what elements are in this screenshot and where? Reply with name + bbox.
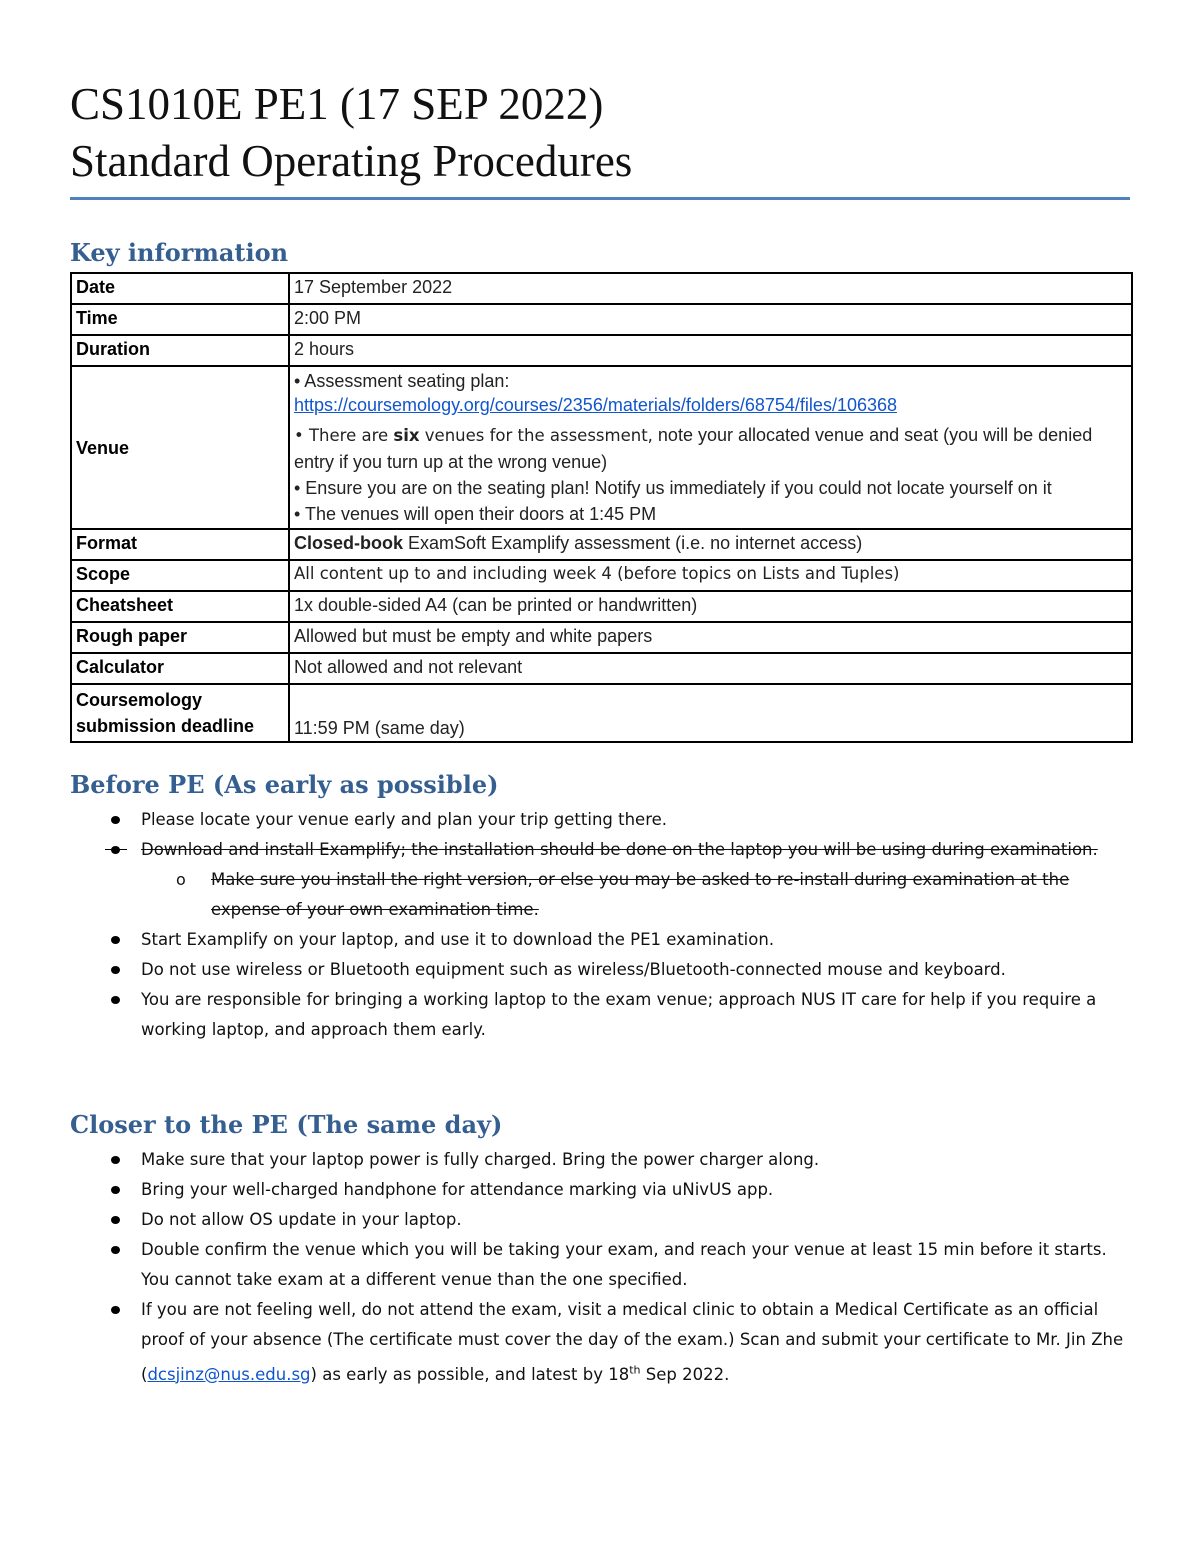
time-label: Time [71, 304, 289, 335]
list-item [70, 985, 1130, 1045]
key-information-heading: Key information [70, 238, 289, 267]
table-row-time [71, 304, 1132, 335]
bullet-icon [111, 816, 120, 824]
closer-pe-heading: Closer to the PE (The same day) [70, 1110, 503, 1139]
bullet-icon [111, 936, 120, 944]
document-title [70, 76, 1130, 190]
date-value: 17 September 2022 [289, 273, 1132, 304]
table-row-cheatsheet [71, 591, 1132, 622]
list-item-text: You are responsible for bringing a working laptop to the exam venue; approach NUS IT care for help if you require a working laptop, and approach them early. [141, 990, 1097, 1039]
table-row-date [71, 273, 1132, 304]
cheatsheet-label: Cheatsheet [71, 591, 289, 622]
mc-text-pre: If you are not feeling well, do not attend the exam, visit a medical clinic to obtain a Medical Certificate as an official proof of your absence (The certificate must cover the day of the exam.) Scan and submit your certificate to Mr. Jin Zhe ( [141, 1300, 1124, 1384]
deadline-label-line-1: Coursemology [76, 690, 203, 710]
duration-label: Duration [71, 335, 289, 366]
scope-value: All content up to and including week 4 (before topics on Lists and Tuples) [289, 560, 1132, 591]
date-label: Date [71, 273, 289, 304]
seating-plan-link[interactable]: https://coursemology.org/courses/2356/materials/folders/68754/files/106368 [294, 395, 898, 415]
email-link[interactable]: dcsjinz@nus.edu.sg [147, 1364, 311, 1384]
table-row-calculator [71, 653, 1132, 684]
venue-count-mid: venues for the assessment, [419, 426, 653, 445]
venue-count-note [294, 422, 1127, 475]
key-information-table [70, 272, 1133, 743]
rough-paper-label: Rough paper [71, 622, 289, 653]
list-item [70, 925, 1130, 955]
calculator-value: Not allowed and not relevant [289, 653, 1132, 684]
scope-label: Scope [71, 560, 289, 591]
cheatsheet-value: 1x double-sided A4 (can be printed or handwritten) [289, 591, 1132, 622]
venue-seating-plan-label: • Assessment seating plan: [294, 371, 510, 391]
table-row-rough-paper [71, 622, 1132, 653]
bullet-icon [111, 1156, 120, 1164]
calculator-label: Calculator [71, 653, 289, 684]
duration-value: 2 hours [289, 335, 1132, 366]
list-item [70, 865, 1130, 925]
table-row-venue [71, 366, 1132, 529]
list-item-text [141, 1300, 1123, 1384]
venue-door-time: • The venues will open their doors at 1:45 PM [294, 504, 657, 524]
bullet-icon [111, 1306, 120, 1314]
bullet-icon [111, 846, 120, 854]
list-item [70, 1205, 1130, 1235]
before-pe-list [70, 805, 1130, 1045]
list-item-text: Make sure you install the right version, or else you may be asked to re-install during examination at the expense of your own examination time. [211, 870, 1070, 919]
mc-text-mid: ) as early as possible, and latest by 18 [310, 1364, 630, 1384]
deadline-label [71, 684, 289, 742]
before-pe-heading: Before PE (As early as possible) [70, 770, 499, 799]
mc-text-post: Sep 2022. [640, 1364, 730, 1384]
deadline-value: 11:59 PM (same day) [289, 684, 1132, 742]
list-item-text: Please locate your venue early and plan your trip getting there. [141, 810, 668, 829]
title-line-1: CS1010E PE1 (17 SEP 2022) [70, 79, 604, 129]
list-item [70, 805, 1130, 835]
list-item-text: Double confirm the venue which you will be taking your exam, and reach your venue at least 15 min before it starts. You cannot take exam at a different venue than the one specified. [141, 1240, 1107, 1289]
title-line-2: Standard Operating Procedures [70, 136, 633, 186]
list-item [70, 1145, 1130, 1175]
table-row-scope [71, 560, 1132, 591]
venue-count-pre: • There are [294, 426, 394, 445]
venue-value [289, 366, 1132, 529]
list-item [70, 1235, 1130, 1295]
list-item [70, 1295, 1130, 1390]
rough-paper-value: Allowed but must be empty and white papers [289, 622, 1132, 653]
table-row-duration [71, 335, 1132, 366]
table-row-deadline [71, 684, 1132, 742]
venue-count-post: note your allocated venue and seat (you will be denied entry if you turn up at the wrong venue) [294, 425, 1093, 472]
mc-text-sup: th [629, 1363, 641, 1376]
venue-count-bold: six [393, 426, 420, 445]
format-value [289, 529, 1132, 560]
list-item-text: Start Examplify on your laptop, and use it to download the PE1 examination. [141, 930, 775, 949]
list-item [70, 1175, 1130, 1205]
list-item [70, 955, 1130, 985]
format-value-rest: ExamSoft Examplify assessment (i.e. no internet access) [403, 533, 863, 553]
table-row-format [71, 529, 1132, 560]
list-item-text: Bring your well-charged handphone for attendance marking via uNivUS app. [141, 1180, 774, 1199]
list-item-text: Download and install Examplify; the installation should be done on the laptop you will be using during examination. [141, 840, 1098, 859]
bullet-icon [111, 1216, 120, 1224]
closer-pe-list [70, 1145, 1130, 1390]
list-item [70, 835, 1130, 865]
bullet-icon [111, 1246, 120, 1254]
bullet-icon [111, 996, 120, 1004]
venue-label: Venue [71, 366, 289, 529]
list-item-text: Do not use wireless or Bluetooth equipment such as wireless/Bluetooth-connected mouse and keyboard. [141, 960, 1006, 979]
venue-seating-check: • Ensure you are on the seating plan! Notify us immediately if you could not locate yourself on it [294, 478, 1052, 498]
title-underline [70, 197, 1130, 200]
list-item-text: Make sure that your laptop power is fully charged. Bring the power charger along. [141, 1150, 820, 1169]
list-item-text: Do not allow OS update in your laptop. [141, 1210, 462, 1229]
format-label: Format [71, 529, 289, 560]
format-value-bold: Closed-book [294, 533, 404, 553]
sub-bullet-marker: o [176, 870, 186, 889]
bullet-icon [111, 966, 120, 974]
time-value: 2:00 PM [289, 304, 1132, 335]
deadline-label-line-2: submission deadline [76, 716, 255, 736]
bullet-icon [111, 1186, 120, 1194]
